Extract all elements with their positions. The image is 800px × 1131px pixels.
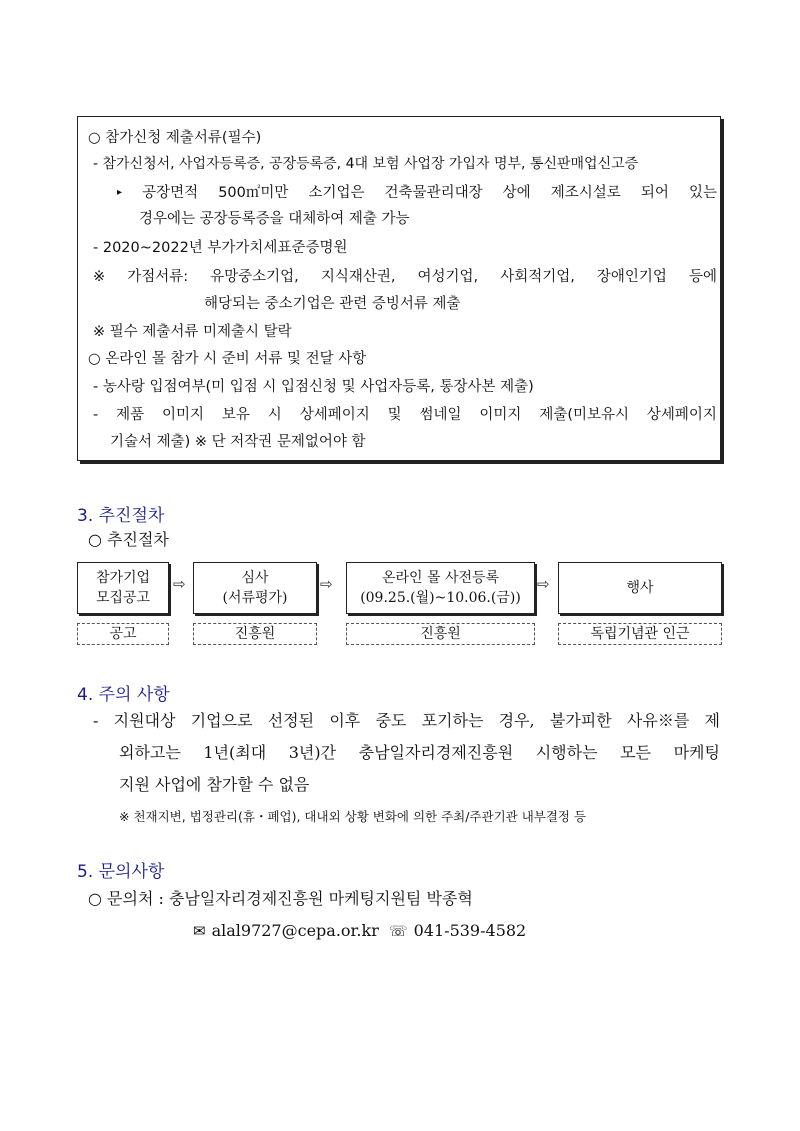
caution-line1: - 지원대상 기업으로 선정된 이후 중도 포기하는 경우, 불가피한 사유※를 제 [93, 711, 720, 730]
mail-icon: ✉ [193, 922, 206, 940]
flow-step-recruit: 참가기업 모집공고 [77, 562, 169, 614]
arrow-right-icon: ⇨ [320, 577, 333, 593]
section3-sub: ○ 추진절차 [88, 530, 169, 549]
caution-line2: 외하고는 1년(최대 3년)간 충남일자리경제진흥원 시행하는 모든 마케팅 [119, 743, 720, 762]
online-heading: ○ 온라인 몰 참가 시 준비 서류 및 전달 사항 [88, 351, 367, 367]
section4-heading: 4. 주의 사항 [77, 685, 170, 705]
caution-note: ※ 천재지변, 법정관리(휴・폐업), 대내외 상황 변화에 의한 주최/주관기관 내부결정 등 [119, 809, 587, 824]
docs-heading: ○ 참가신청 제출서류(필수) [88, 130, 262, 146]
flow-org-event: 독립기념관 인근 [558, 623, 722, 645]
vat-cert: - 2020~2022년 부가가치세표준증명원 [93, 240, 348, 256]
arrow-right-icon: ⇨ [537, 577, 550, 593]
caution-line3: 지원 사업에 참가할 수 없음 [119, 775, 310, 794]
section3-heading: 3. 추진절차 [77, 506, 165, 526]
docs-list: - 참가신청서, 사업자등록증, 공장등록증, 4대 보험 사업장 가입자 명부, 통신판매업신고증 [93, 156, 639, 172]
flow-step-event: 행사 [558, 562, 722, 614]
image-line2: 기술서 제출) ※ 단 저작권 문제없어야 함 [110, 434, 366, 450]
phone-number[interactable]: 041-539-4582 [413, 921, 527, 940]
flow-org-review: 진흥원 [193, 623, 317, 645]
flow-org-registration: 진흥원 [346, 623, 535, 645]
nongsarang-line: - 농사랑 입점여부(미 입점 시 입점신청 및 사업자등록, 통장사본 제출) [93, 379, 534, 395]
factory-note-line2: 경우에는 공장등록증을 대체하여 제출 가능 [139, 211, 410, 227]
factory-note-line1: ▸ 공장면적 500㎡미만 소기업은 건축물관리대장 상에 제조시설로 되어 있는 [117, 185, 717, 201]
contact-line: ○ 문의처 : 충남일자리경제진흥원 마케팅지원팀 박종혁 [88, 889, 473, 908]
bonus-docs-line1: ※ 가점서류: 유망중소기업, 지식재산권, 여성기업, 사회적기업, 장애인기업 등에 [93, 269, 717, 285]
arrow-right-icon: ⇨ [173, 577, 186, 593]
disqualify-note: ※ 필수 제출서류 미제출시 탈락 [93, 324, 292, 340]
flow-org-recruit: 공고 [77, 623, 169, 645]
bonus-docs-line2: 해당되는 중소기업은 관련 증빙서류 제출 [204, 296, 461, 312]
section5-heading: 5. 문의사항 [77, 862, 165, 882]
flow-step-review: 심사 (서류평가) [193, 562, 317, 614]
phone-icon: ☏ [388, 922, 408, 940]
triangle-bullet-icon: ▸ [117, 187, 123, 198]
contact-details [193, 920, 526, 942]
email-link[interactable]: alal9727@cepa.or.kr [211, 921, 379, 940]
image-line1: - 제품 이미지 보유 시 상세페이지 및 썸네일 이미지 제출(미보유시 상세페이지 [93, 407, 717, 423]
flow-step-registration: 온라인 몰 사전등록 (09.25.(월)~10.06.(금)) [346, 562, 535, 614]
